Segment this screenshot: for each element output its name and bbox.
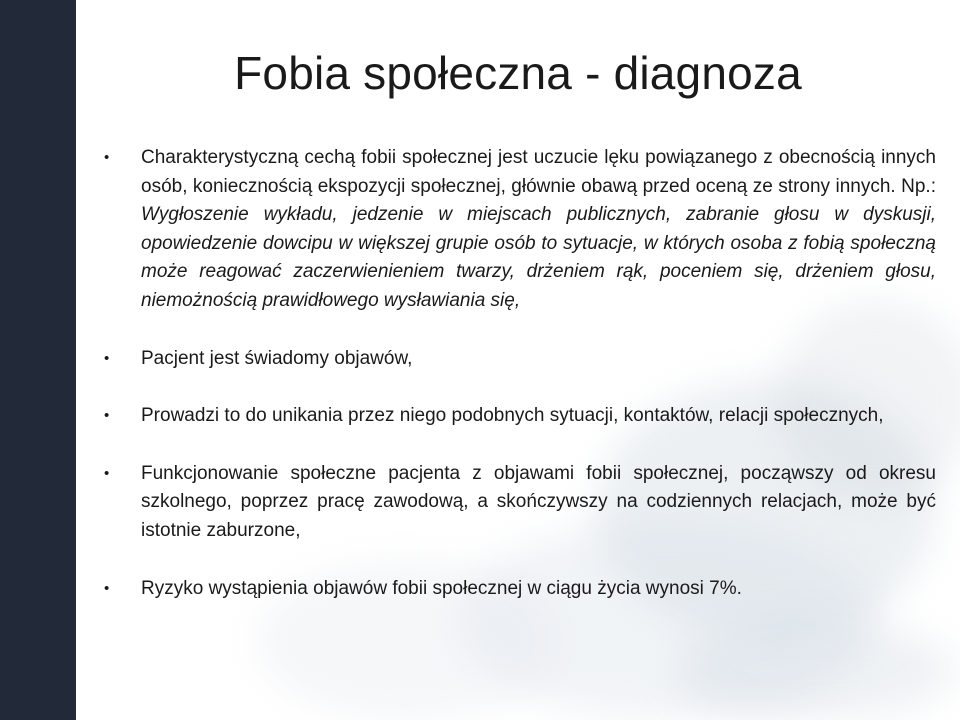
bullet-text: Funkcjonowanie społeczne pacjenta z objawami fobii społecznej, począwszy od okresu szkolnego, poprzez pracę zawodową, a skończywszy na codziennych relacjach, może być istotnie zaburzone, (141, 462, 936, 541)
slide-title: Fobia społeczna - diagnoza (234, 47, 802, 99)
bullet-item (104, 460, 936, 546)
bullet-text: Pacjent jest świadomy objawów, (141, 347, 413, 369)
bullet-text: Prowadzi to do unikania przez niego podobnych sytuacji, kontaktów, relacji społecznych, (141, 405, 884, 427)
bullet-list (104, 144, 936, 603)
bullet-spacer (104, 373, 936, 402)
bullet-text: Ryzyko wystąpienia objawów fobii społecznej w ciągu życia wynosi 7%. (141, 577, 742, 599)
bullet-dot-icon: • (104, 464, 110, 482)
bullet-dot-icon: • (104, 349, 110, 367)
bullet-item (104, 144, 936, 316)
bullet-item (104, 402, 936, 431)
left-sidebar-band (0, 0, 76, 720)
bullet-dot-icon: • (104, 407, 110, 425)
bullet-dot-icon: • (104, 149, 110, 166)
bullet-dot-icon: • (104, 579, 110, 597)
bullet-spacer (104, 316, 936, 345)
bullet-text: Charakterystyczną cechą fobii społecznej jest uczucie lęku powiązanego z obecnością innych osób, koniecznością ekspozycji społecznej, głównie obawą przed oceną ze strony innych. Np.: (141, 147, 936, 197)
bullet-spacer (104, 431, 936, 460)
bullet-spacer (104, 546, 936, 575)
bullet-item (104, 345, 936, 374)
bullet-item (104, 575, 936, 604)
bullet-text-italic: Wygłoszenie wykładu, jedzenie w miejscach publicznych, zabranie głosu w dyskusji, opowiedzenie dowcipu w większej grupie osób to sytuacje, w których osoba z fobią społeczną może reagować zaczerwienieniem twarzy, drżeniem rąk, poceniem się, drżeniem głosu, niemożnością prawidłowego wysławiania się, (141, 204, 936, 311)
